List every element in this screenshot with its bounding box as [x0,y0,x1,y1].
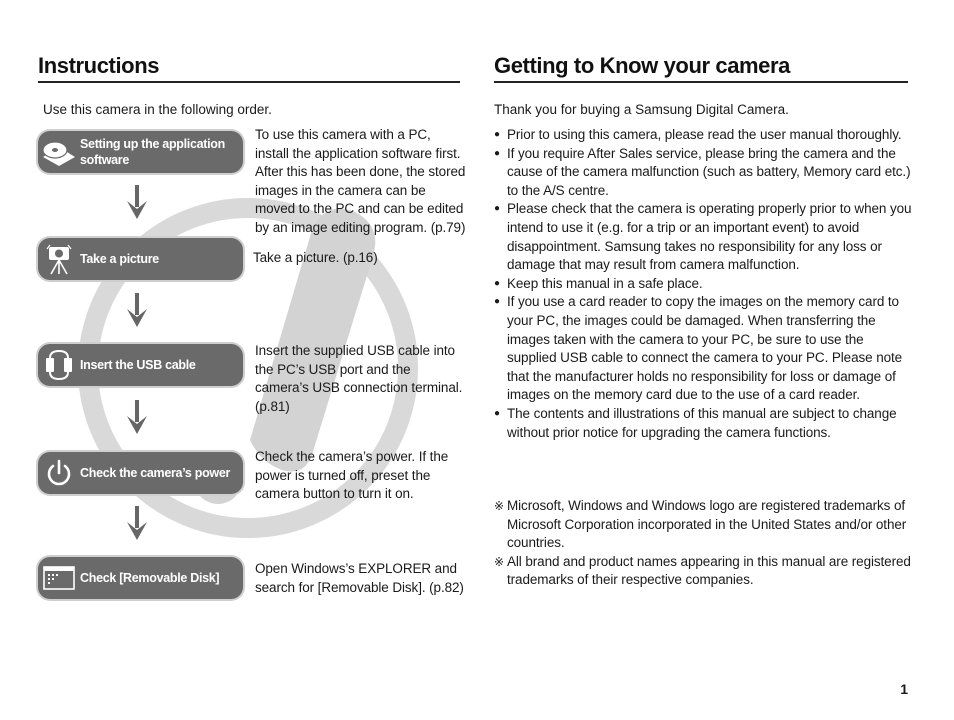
step-label: Check the camera’s power [80,466,231,480]
note-item: ※ All brand and product names appearing in this manual are registered trademarks of their respective companies. [494,553,912,590]
down-arrow-icon [127,293,147,327]
list-item: ● Keep this manual in a safe place. [494,275,912,294]
step-setting-up-software [38,131,243,173]
list-item: ● Please check that the camera is operating properly prior to when you intend to use it (e.g. for a trip or an important event) to avoid disappointment. Samsung takes no responsibility for any loss or damage that may result from camera malfunction. [494,200,912,274]
step-label: Insert the USB cable [80,358,196,372]
list-item: ● Prior to using this camera, please read the user manual thoroughly. [494,126,912,145]
note-item: ※ Microsoft, Windows and Windows logo are registered trademarks of Microsoft Corporation incorporated in the United States and/or other countries. [494,497,912,553]
step-description: To use this camera with a PC, install the application software first. After this has been done, the stored images in the camera can be moved to the PC and can be edited by an image editing program. (p.79) [255,127,466,235]
bullet-list [494,126,912,442]
list-item: ● If you use a card reader to copy the images on the memory card to your PC, the images could be damaged. When transferring the images taken with the camera to your PC, be sure to use the supplied USB cable to connect the camera to your PC. Please note that the manufacturer holds no responsibility for loss or damage of images on the memory card due to the use of a card reader. [494,293,912,405]
down-arrow-icon [127,400,147,434]
getting-to-know-heading: Getting to Know your camera [494,52,908,83]
down-arrow-icon [127,185,147,219]
removable-disk-window-icon [38,557,80,599]
step-insert-usb-cable [38,344,243,386]
cd-disc-icon [38,131,80,173]
step-label: Check [Removable Disk] [80,571,220,585]
getting-to-know-intro: Thank you for buying a Samsung Digital Camera. [494,102,789,117]
step-label: Take a picture [80,252,159,266]
step-check-power [38,452,243,494]
step-description: Check the camera’s power. If the power is turned off, preset the camera button to turn it on. [255,449,449,501]
usb-cable-icon [38,344,80,386]
down-arrow-icon [127,506,147,540]
trademark-notes [494,497,912,590]
power-icon [38,452,80,494]
step-description: Take a picture. (p.16) [253,250,378,265]
step-take-a-picture [38,238,243,280]
list-item: ● The contents and illustrations of this manual are subject to change without prior notice for upgrading the camera functions. [494,405,912,442]
step-check-removable-disk [38,557,243,599]
page-number: 1 [900,681,908,697]
list-item: ● If you require After Sales service, please bring the camera and the cause of the camera malfunction (such as battery, Memory card etc.) to the A/S centre. [494,145,912,201]
instructions-heading: Instructions [38,52,460,83]
step-label: Setting up the application software [80,137,225,167]
step-description: Open Windows’s EXPLORER and search for [Removable Disk]. (p.82) [255,561,464,595]
step-description: Insert the supplied USB cable into the PC’s USB port and the camera’s USB connection terminal. (p.81) [255,343,463,414]
camera-tripod-icon [38,238,80,280]
instructions-intro: Use this camera in the following order. [43,102,272,117]
